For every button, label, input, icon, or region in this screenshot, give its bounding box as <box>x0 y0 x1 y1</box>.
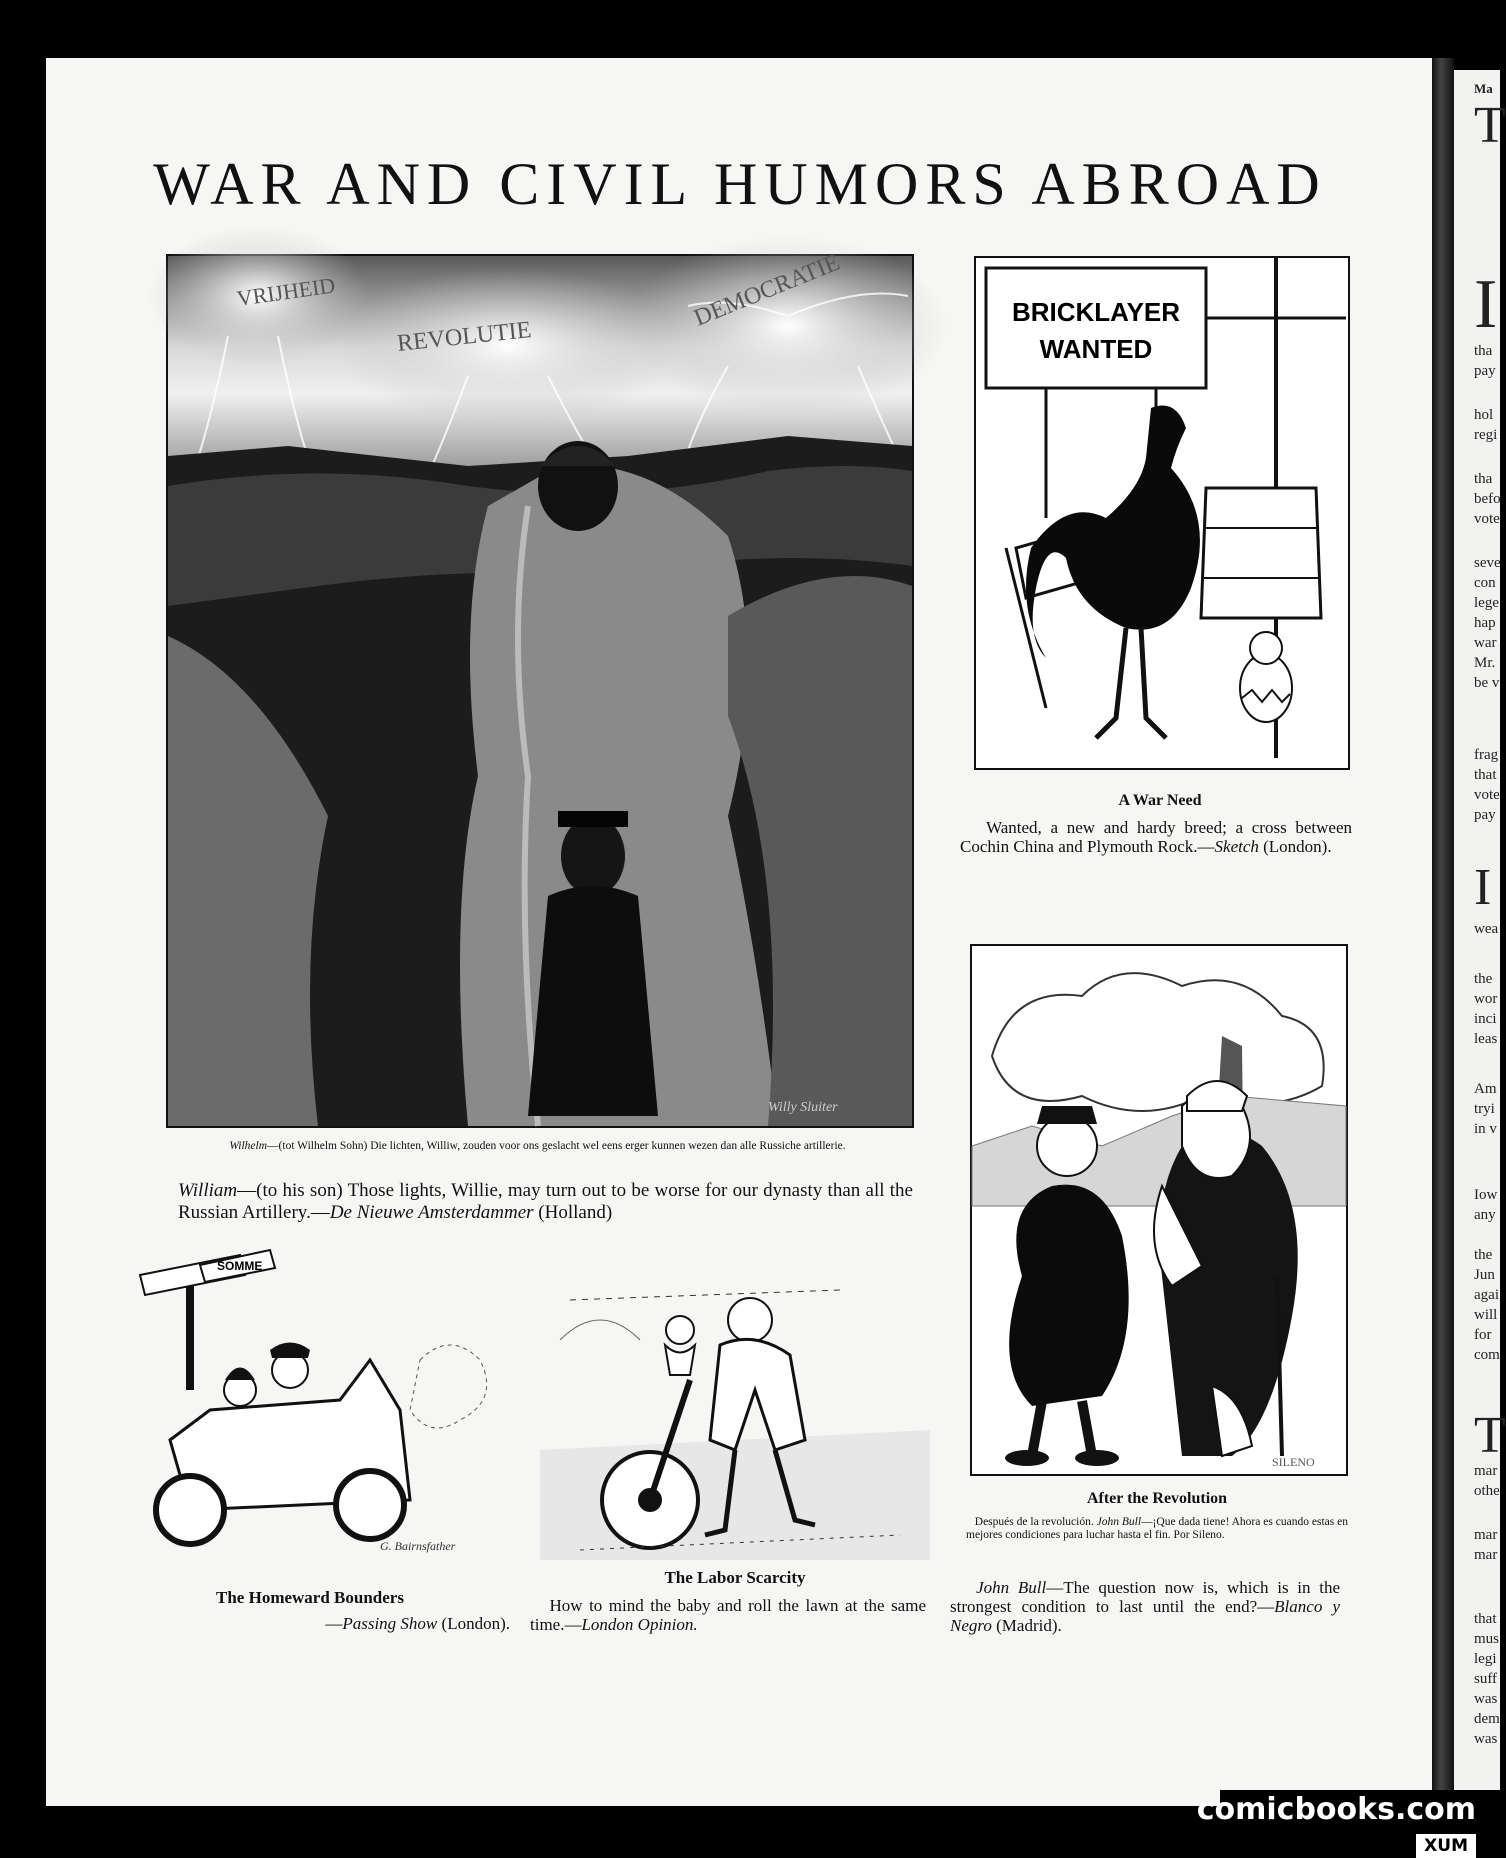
text-fragment: vote <box>1474 787 1500 803</box>
text-fragment: tryi <box>1474 1101 1495 1117</box>
revolution-spanish-lead: Después de la revolución. <box>974 1516 1094 1528</box>
heading-fragment: T <box>1474 97 1506 154</box>
homeward-source: Passing Show <box>342 1614 438 1633</box>
war-need-source: Sketch <box>1214 837 1259 856</box>
war-need-text: Wanted, a new and hardy breed; a cross between Cochin China and Plymouth Rock.— <box>960 818 1353 856</box>
homeward-illustration <box>130 1240 510 1560</box>
text-fragment: Jun <box>1474 1267 1495 1283</box>
labor-title: The Labor Scarcity <box>664 1568 806 1587</box>
text-fragment: war <box>1474 635 1497 651</box>
war-need-source-place: (London). <box>1263 837 1332 856</box>
text-fragment: othe <box>1474 1483 1500 1499</box>
text-fragment: agai <box>1474 1287 1499 1303</box>
sign-word-freedom: VRIJHEID <box>235 272 337 311</box>
main-cartoon-source-place: (Holland) <box>538 1202 613 1223</box>
revolution-illustration <box>972 946 1346 1474</box>
text-fragment: legi <box>1474 1651 1497 1667</box>
text-fragment: hol <box>1474 407 1494 423</box>
text-fragment: Iow <box>1474 1187 1498 1203</box>
text-fragment: wor <box>1474 991 1498 1007</box>
text-fragment: that <box>1474 767 1497 783</box>
text-fragment: tha <box>1474 343 1493 359</box>
corner-tag: XUM <box>1416 1834 1476 1858</box>
text-fragment: tha <box>1474 471 1493 487</box>
text-fragment: mar <box>1474 1547 1498 1563</box>
main-cartoon <box>166 249 914 1128</box>
text-fragment: con <box>1474 575 1496 591</box>
main-cartoon-source: De Nieuwe Amsterdammer <box>329 1202 534 1223</box>
labor-source: London Opinion. <box>581 1615 698 1634</box>
text-fragment: frag <box>1474 747 1499 763</box>
text-fragment: will <box>1474 1307 1498 1323</box>
text-fragment: any <box>1474 1207 1496 1223</box>
text-fragment: befo <box>1474 491 1501 507</box>
english-caption-text: —(to his son) Those lights, Willie, may turn out to be worse for our dynasty than all the Russian Artillery.— <box>178 1180 913 1223</box>
text-fragment: Am <box>1474 1081 1497 1097</box>
text-fragment: in v <box>1474 1121 1497 1137</box>
text-fragment: vote <box>1474 511 1500 527</box>
homeward-caption <box>180 1614 510 1633</box>
text-fragment: mus <box>1474 1631 1500 1647</box>
text-fragment: regi <box>1474 427 1498 443</box>
revolution-title: After the Revolution <box>1086 1490 1228 1507</box>
war-need-illustration <box>976 258 1348 768</box>
adjacent-page <box>1454 70 1506 1800</box>
dropcap-fragment: I <box>1474 266 1498 343</box>
text-fragment: was <box>1474 1691 1498 1707</box>
text-fragment: hap <box>1474 615 1496 631</box>
labor-illustration <box>540 1280 930 1570</box>
revolution-spanish-speaker: John Bull <box>1096 1516 1142 1528</box>
text-fragment: lege <box>1474 595 1499 611</box>
homeward-title: The Homeward Bounders <box>216 1588 404 1607</box>
homeward-source-place: (London). <box>441 1614 510 1633</box>
text-fragment: the <box>1474 1247 1493 1263</box>
revolution-artist: SILENO <box>1272 1455 1315 1469</box>
english-caption-speaker: William <box>178 1180 238 1201</box>
dropcap-fragment: I <box>1474 859 1492 916</box>
text-fragment: be v <box>1474 675 1500 691</box>
homeward-artist: G. Bairnsfather <box>380 1539 456 1553</box>
revolution-source: Blanco y Negro <box>950 1597 1340 1635</box>
text-fragment: was <box>1474 1731 1498 1747</box>
text-fragment: dem <box>1474 1711 1500 1727</box>
main-english-caption <box>178 1180 913 1224</box>
sign-word-democracy: DEMOCRATIE <box>690 249 844 332</box>
homeward-source-prefix: — <box>325 1614 343 1633</box>
bricklayer-sign-line1: BRICKLAYER <box>1011 297 1181 327</box>
book-spine <box>1432 58 1454 1806</box>
text-fragment: seve <box>1474 555 1501 571</box>
war-need-title: A War Need <box>1118 792 1202 809</box>
text-fragment: com <box>1474 1347 1500 1363</box>
revolution-source-place: (Madrid). <box>996 1616 1062 1635</box>
revolution-cartoon <box>970 944 1348 1476</box>
labor-cartoon <box>540 1280 930 1570</box>
text-fragment: that <box>1474 1611 1497 1627</box>
artist-signature: Willy Sluiter <box>768 1100 838 1115</box>
text-fragment: pay <box>1474 807 1496 823</box>
revolution-spanish-text: —¡Que dada tiene! Ahora es cuando estas en mejores condiciones para luchar hasta el fin. Por Sileno. <box>966 1516 1349 1541</box>
revolution-english-text: —The question now is, which is in the strongest condition to last until the end?— <box>950 1578 1340 1616</box>
sign-word-revolution: REVOLUTIE <box>395 317 533 357</box>
revolution-english-speaker: John Bull <box>976 1578 1047 1597</box>
text-fragment: the <box>1474 971 1493 987</box>
dropcap-fragment: T <box>1474 1407 1506 1464</box>
somme-sign: SOMME <box>217 1259 263 1273</box>
dutch-caption-text: —(tot Wilhelm Sohn) Die lichten, Williw, zouden voor ons geslacht wel eens erger kunnen wezen dan alle Russiche artillerie. <box>267 1140 846 1152</box>
bricklayer-sign-line2: WANTED <box>1039 334 1153 364</box>
revolution-english-caption <box>950 1578 1340 1635</box>
text-fragment: for <box>1474 1327 1492 1343</box>
text-fragment: wea <box>1474 921 1499 937</box>
main-cartoon-illustration <box>168 249 912 1126</box>
homeward-cartoon <box>130 1240 510 1560</box>
war-need-caption <box>960 818 1352 856</box>
page-headline: WAR AND CIVIL HUMORS ABROAD <box>153 151 1327 217</box>
main-dutch-caption <box>180 1140 895 1153</box>
text-fragment: pay <box>1474 363 1496 379</box>
text-fragment: suff <box>1474 1671 1498 1687</box>
war-need-cartoon <box>974 256 1350 770</box>
text-fragment: mar <box>1474 1463 1498 1479</box>
page-header-fragment: Ma <box>1474 81 1493 96</box>
dutch-caption-speaker: Wilhelm <box>229 1140 268 1152</box>
text-fragment: leas <box>1474 1031 1498 1047</box>
labor-text: How to mind the baby and roll the lawn at the same time.— <box>530 1596 926 1634</box>
labor-caption <box>530 1596 926 1634</box>
revolution-spanish-caption <box>966 1516 1348 1542</box>
source-watermark-link[interactable]: comicbooks.com <box>1196 1792 1476 1827</box>
text-fragment: mar <box>1474 1527 1498 1543</box>
text-fragment: inci <box>1474 1011 1497 1027</box>
text-fragment: Mr. <box>1474 655 1496 671</box>
